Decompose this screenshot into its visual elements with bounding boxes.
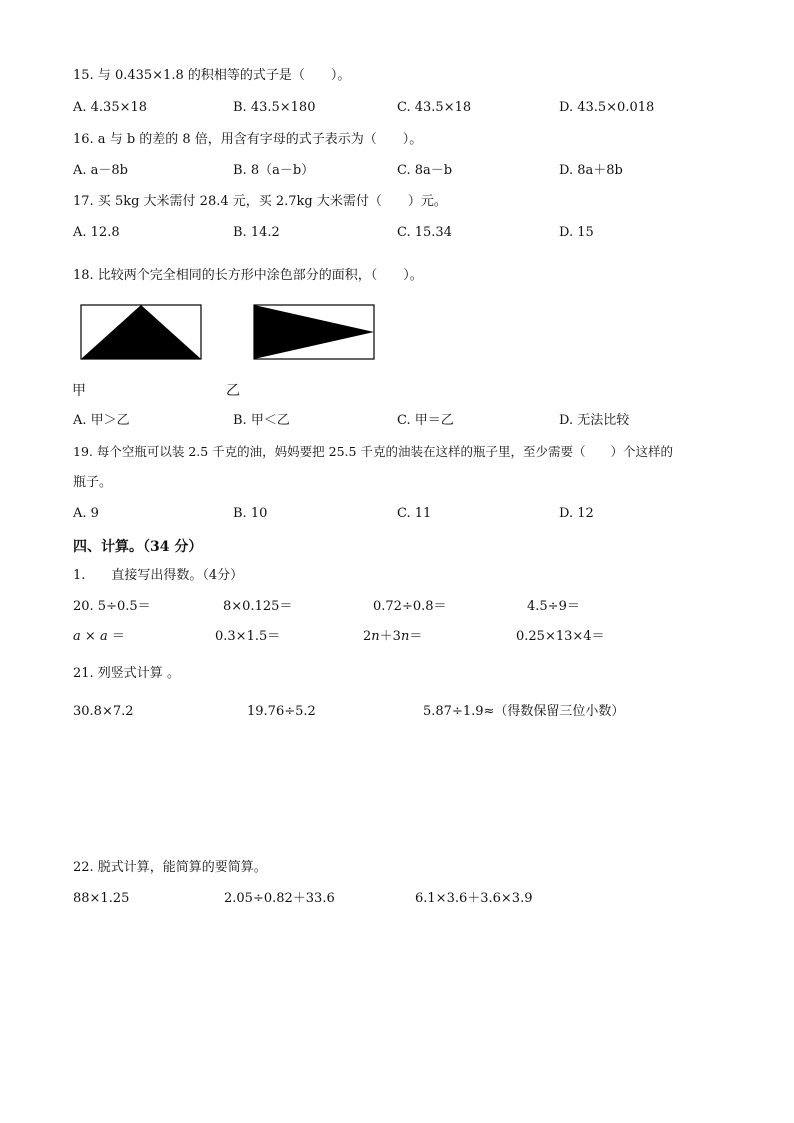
q19-options [73,506,753,522]
rectangle-figure-b [253,304,375,360]
q21-items [73,704,753,722]
section-title: 四、计算。（34 分） [73,539,203,555]
mental-math-item-2n-plus-3n [363,629,422,645]
q17-option-c[interactable]: C. 15.34 [397,225,452,240]
mental-math-row-1 [73,599,753,617]
q19-option-c[interactable]: C. 11 [397,506,432,521]
mental-math-item: 8×0.125＝ [223,599,293,614]
q16-options [73,163,753,179]
mental-math-row-2 [73,629,753,647]
q17-option-b[interactable]: B. 14.2 [233,225,280,240]
q17-options [73,225,753,241]
q16-option-b[interactable]: B. 8（a－b） [233,163,315,178]
mental-math-item: 0.25×13×4＝ [516,629,605,644]
q16-option-c[interactable]: C. 8a－b [397,163,453,178]
figure-label-b: 乙 [226,383,240,399]
q15-option-b[interactable]: B. 43.5×180 [233,100,316,115]
q22-title: 22. 脱式计算，能简算的要简算。 [73,860,267,875]
mental-math-item-a-times-a [73,629,125,645]
q18-option-c[interactable]: C. 甲＝乙 [397,413,454,428]
variable-n: n [371,629,380,644]
mental-math-item: 0.72÷0.8＝ [373,599,447,614]
variable-n: n [400,629,410,644]
q19-stem-line1: 19. 每个空瓶可以装 2.5 千克的油，妈妈要把 25.5 千克的油装在这样的瓶子里，至少需要（ ）个这样的 [73,444,673,459]
figure-label-a: 甲 [72,383,86,399]
q18-options [73,413,753,429]
q18-option-d[interactable]: D. 无法比较 [559,413,630,428]
q15-option-c[interactable]: C. 43.5×18 [397,100,472,115]
q19-option-a[interactable]: A. 9 [73,506,99,521]
equals: ＝ [107,629,125,644]
q17-option-a[interactable]: A. 12.8 [73,225,120,240]
variable-a: a [73,629,81,644]
vertical-calc-item: 19.76÷5.2 [247,704,316,719]
q16-stem: 16. a 与 b 的差的 8 倍，用含有字母的式子表示为（ ）。 [73,132,423,147]
q18-option-b[interactable]: B. 甲＜乙 [233,413,290,428]
sub1-title: 1. 直接写出得数。（4分） [73,568,244,583]
q16-option-d[interactable]: D. 8a＋8b [559,163,623,178]
step-calc-item: 2.05÷0.82＋33.6 [224,891,335,906]
q15-option-d[interactable]: D. 43.5×0.018 [559,100,655,115]
q18-stem: 18. 比较两个完全相同的长方形中涂色部分的面积，（ ）。 [73,268,423,283]
step-calc-item: 88×1.25 [73,891,130,906]
q15-option-a[interactable]: A. 4.35×18 [73,100,148,115]
mental-math-item: 0.3×1.5＝ [215,629,281,644]
rectangle-figure-a [80,304,202,360]
equals: ＝ [409,629,423,644]
q19-option-d[interactable]: D. 12 [559,506,594,521]
mental-math-item: 4.5÷9＝ [527,599,580,614]
q19-option-b[interactable]: B. 10 [233,506,268,521]
q15-options [73,100,753,116]
q15-stem: 15. 与 0.435×1.8 的积相等的式子是（ ）。 [73,68,351,83]
q16-option-a[interactable]: A. a－8b [73,163,128,178]
coefficient: 2 [363,629,372,644]
vertical-calc-item: 30.8×7.2 [73,704,134,719]
q17-option-d[interactable]: D. 15 [559,225,594,240]
q21-title: 21. 列竖式计算 。 [73,666,180,681]
mental-math-item: 20. 5÷0.5＝ [73,599,151,614]
q19-stem-line2: 瓶子。 [73,475,113,490]
vertical-calc-item: 5.87÷1.9≈（得数保留三位小数） [423,704,625,719]
q18-option-a[interactable]: A. 甲＞乙 [73,413,130,428]
q22-items [73,891,753,909]
variable-a: a [99,629,108,644]
step-calc-item: 6.1×3.6＋3.6×3.9 [415,891,533,906]
coefficient: ＋3 [379,629,401,644]
operator: × [80,629,100,644]
q17-stem: 17. 买 5kg 大米需付 28.4 元，买 2.7kg 大米需付（ ）元。 [73,194,447,209]
